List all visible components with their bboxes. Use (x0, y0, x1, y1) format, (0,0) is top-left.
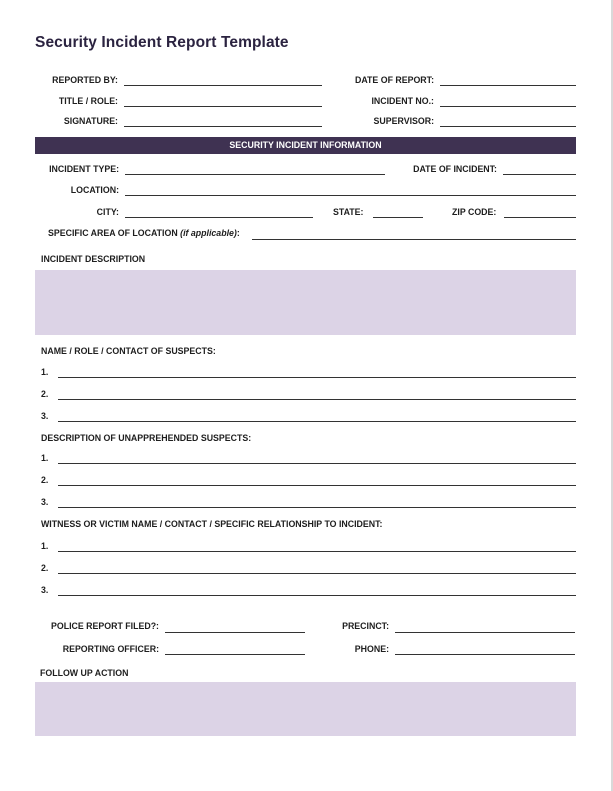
precinct-label: PRECINCT: (342, 621, 389, 631)
unapprehended-number: 2. (41, 475, 49, 485)
witness-line-3[interactable] (58, 595, 576, 596)
follow-up-area[interactable] (35, 682, 576, 736)
section-banner: SECURITY INCIDENT INFORMATION (35, 137, 576, 154)
police-report-filed-label: POLICE REPORT FILED?: (50, 621, 159, 631)
incident-type-field[interactable] (125, 174, 385, 175)
phone-label: PHONE: (354, 644, 389, 654)
unapprehended-line-3[interactable] (58, 507, 576, 508)
date-of-incident-label: DATE OF INCIDENT: (413, 164, 497, 174)
specific-area-field[interactable] (252, 239, 576, 240)
supervisor-label: SUPERVISOR: (373, 116, 434, 126)
specific-area-colon: : (236, 228, 240, 238)
incident-description-area[interactable] (35, 270, 576, 335)
unapprehended-heading: DESCRIPTION OF UNAPPREHENDED SUSPECTS: (41, 433, 252, 443)
incident-no-label: INCIDENT NO.: (371, 96, 434, 106)
page-title: Security Incident Report Template (35, 34, 289, 51)
specific-area-note: (if applicable) (180, 228, 237, 238)
date-of-report-field[interactable] (440, 85, 576, 86)
suspect-line-3[interactable] (58, 421, 576, 422)
reporting-officer-label: REPORTING OFFICER: (62, 644, 159, 654)
unapprehended-number: 1. (41, 453, 49, 463)
unapprehended-line-1[interactable] (58, 463, 576, 464)
unapprehended-line-2[interactable] (58, 485, 576, 486)
precinct-field[interactable] (395, 632, 575, 633)
incident-type-label: INCIDENT TYPE: (49, 164, 119, 174)
reported-by-field[interactable] (124, 85, 322, 86)
zip-code-field[interactable] (504, 217, 576, 218)
suspect-line-1[interactable] (58, 377, 576, 378)
title-role-field[interactable] (124, 106, 322, 107)
date-of-incident-field[interactable] (503, 174, 576, 175)
specific-area-text: SPECIFIC AREA OF LOCATION (48, 228, 178, 238)
location-field[interactable] (125, 195, 576, 196)
suspect-line-2[interactable] (58, 399, 576, 400)
city-label: CITY: (96, 207, 119, 217)
location-label: LOCATION: (70, 185, 119, 195)
state-field[interactable] (373, 217, 423, 218)
suspect-number: 3. (41, 411, 49, 421)
suspects-heading: NAME / ROLE / CONTACT OF SUSPECTS: (41, 346, 216, 356)
specific-area-label (48, 228, 240, 238)
phone-field[interactable] (395, 654, 575, 655)
reporting-officer-field[interactable] (165, 654, 305, 655)
city-field[interactable] (125, 217, 313, 218)
witness-number: 2. (41, 563, 49, 573)
signature-field[interactable] (124, 126, 322, 127)
date-of-report-label: DATE OF REPORT: (354, 75, 434, 85)
supervisor-field[interactable] (440, 126, 576, 127)
incident-description-heading: INCIDENT DESCRIPTION (41, 254, 146, 264)
police-report-filed-field[interactable] (165, 632, 305, 633)
reported-by-label: REPORTED BY: (52, 75, 118, 85)
state-label: STATE: (333, 207, 364, 217)
title-role-label: TITLE / ROLE: (58, 96, 118, 106)
witness-line-1[interactable] (58, 551, 576, 552)
suspect-number: 1. (41, 367, 49, 377)
signature-label: SIGNATURE: (63, 116, 118, 126)
witness-line-2[interactable] (58, 573, 576, 574)
incident-no-field[interactable] (440, 106, 576, 107)
zip-code-label: ZIP CODE: (452, 207, 497, 217)
witness-number: 3. (41, 585, 49, 595)
follow-up-heading: FOLLOW UP ACTION (40, 668, 129, 678)
suspect-number: 2. (41, 389, 49, 399)
witness-number: 1. (41, 541, 49, 551)
unapprehended-number: 3. (41, 497, 49, 507)
witness-heading: WITNESS OR VICTIM NAME / CONTACT / SPECIFIC RELATIONSHIP TO INCIDENT: (41, 519, 383, 529)
